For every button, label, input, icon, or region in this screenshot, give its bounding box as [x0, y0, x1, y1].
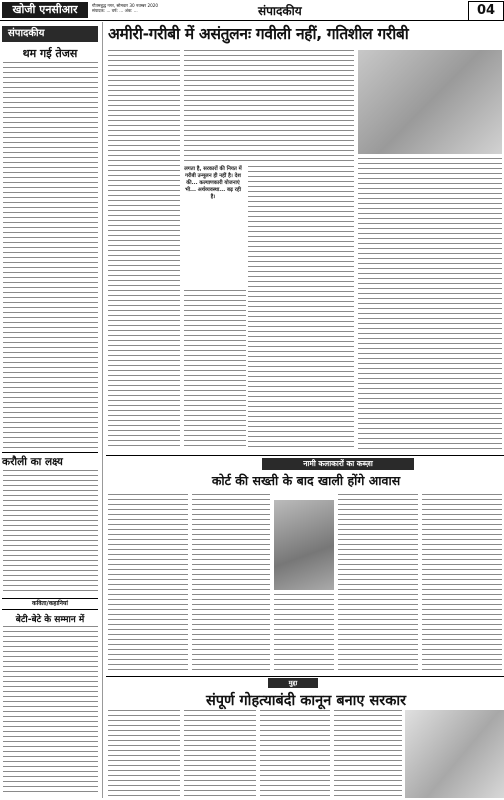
middle-story-col2 — [192, 494, 270, 672]
dateline — [92, 3, 242, 13]
poem-body — [3, 626, 98, 796]
page-number: 04 — [468, 1, 504, 21]
bottom-story-col4 — [334, 710, 402, 798]
left-article-title: थम गई तेजस — [22, 47, 78, 60]
left-mid-body — [3, 470, 98, 594]
middle-story-col5 — [422, 494, 502, 672]
newspaper-logo: खोजी एनसीआर — [2, 2, 88, 18]
bottom-story-photo — [405, 710, 504, 798]
main-story-col2 — [184, 50, 354, 162]
main-story-col3 — [358, 158, 502, 450]
main-story-photo — [358, 50, 502, 154]
main-story-col2b — [248, 166, 354, 450]
main-headline: अमीरी-गरीबी में असंतुलनः गवीली नहीं, गतिशील गरीबी — [108, 25, 409, 43]
poem-title: बेटी-बेटे के सम्मान में — [15, 615, 85, 625]
bottom-headline: संपूर्ण गोहत्याबंदी कानून बनाए सरकार — [205, 693, 407, 709]
main-story-col1 — [108, 50, 180, 450]
left-mid-title: करौली का लक्ष्य — [2, 456, 63, 468]
bottom-story-col1 — [108, 710, 180, 798]
middle-story-col4 — [338, 494, 418, 672]
middle-tag: नामी कलाकारों का कब्ज़ा — [262, 458, 414, 470]
poetry-band: कविता/कहानियां — [2, 598, 98, 610]
divider — [106, 676, 504, 677]
editorial-band: संपादकीय — [2, 26, 98, 42]
dateline-date: गौतमबुद्ध नगर, सोमवार 30 नवम्बर 2020 — [92, 3, 159, 8]
middle-headline: कोर्ट की सख्ती के बाद खाली होंगे आवास — [211, 473, 401, 488]
divider — [2, 452, 98, 453]
bottom-story-col2 — [184, 710, 256, 798]
bottom-tag: मुद्दा — [268, 678, 318, 688]
main-story-col2c — [184, 290, 246, 450]
middle-story-col1 — [108, 494, 188, 672]
middle-story-photo — [274, 500, 334, 590]
divider — [106, 455, 504, 456]
section-title: संपादकीय — [258, 4, 302, 18]
column-divider-left — [102, 22, 103, 798]
left-article-body — [3, 62, 98, 450]
bottom-story-col3 — [260, 710, 330, 798]
pull-quote: लगता है, सरकारों की नियत में गरीबी उन्मूलन ही नहीं है। देश की... कल्याणकारी योजनाएं भी... अर्थव्यवस्था... बढ़ रही है। — [184, 166, 242, 200]
middle-story-col3 — [274, 594, 334, 672]
dateline-meta: संपादक: ... वर्ष: ... अंक: ... — [92, 8, 138, 13]
